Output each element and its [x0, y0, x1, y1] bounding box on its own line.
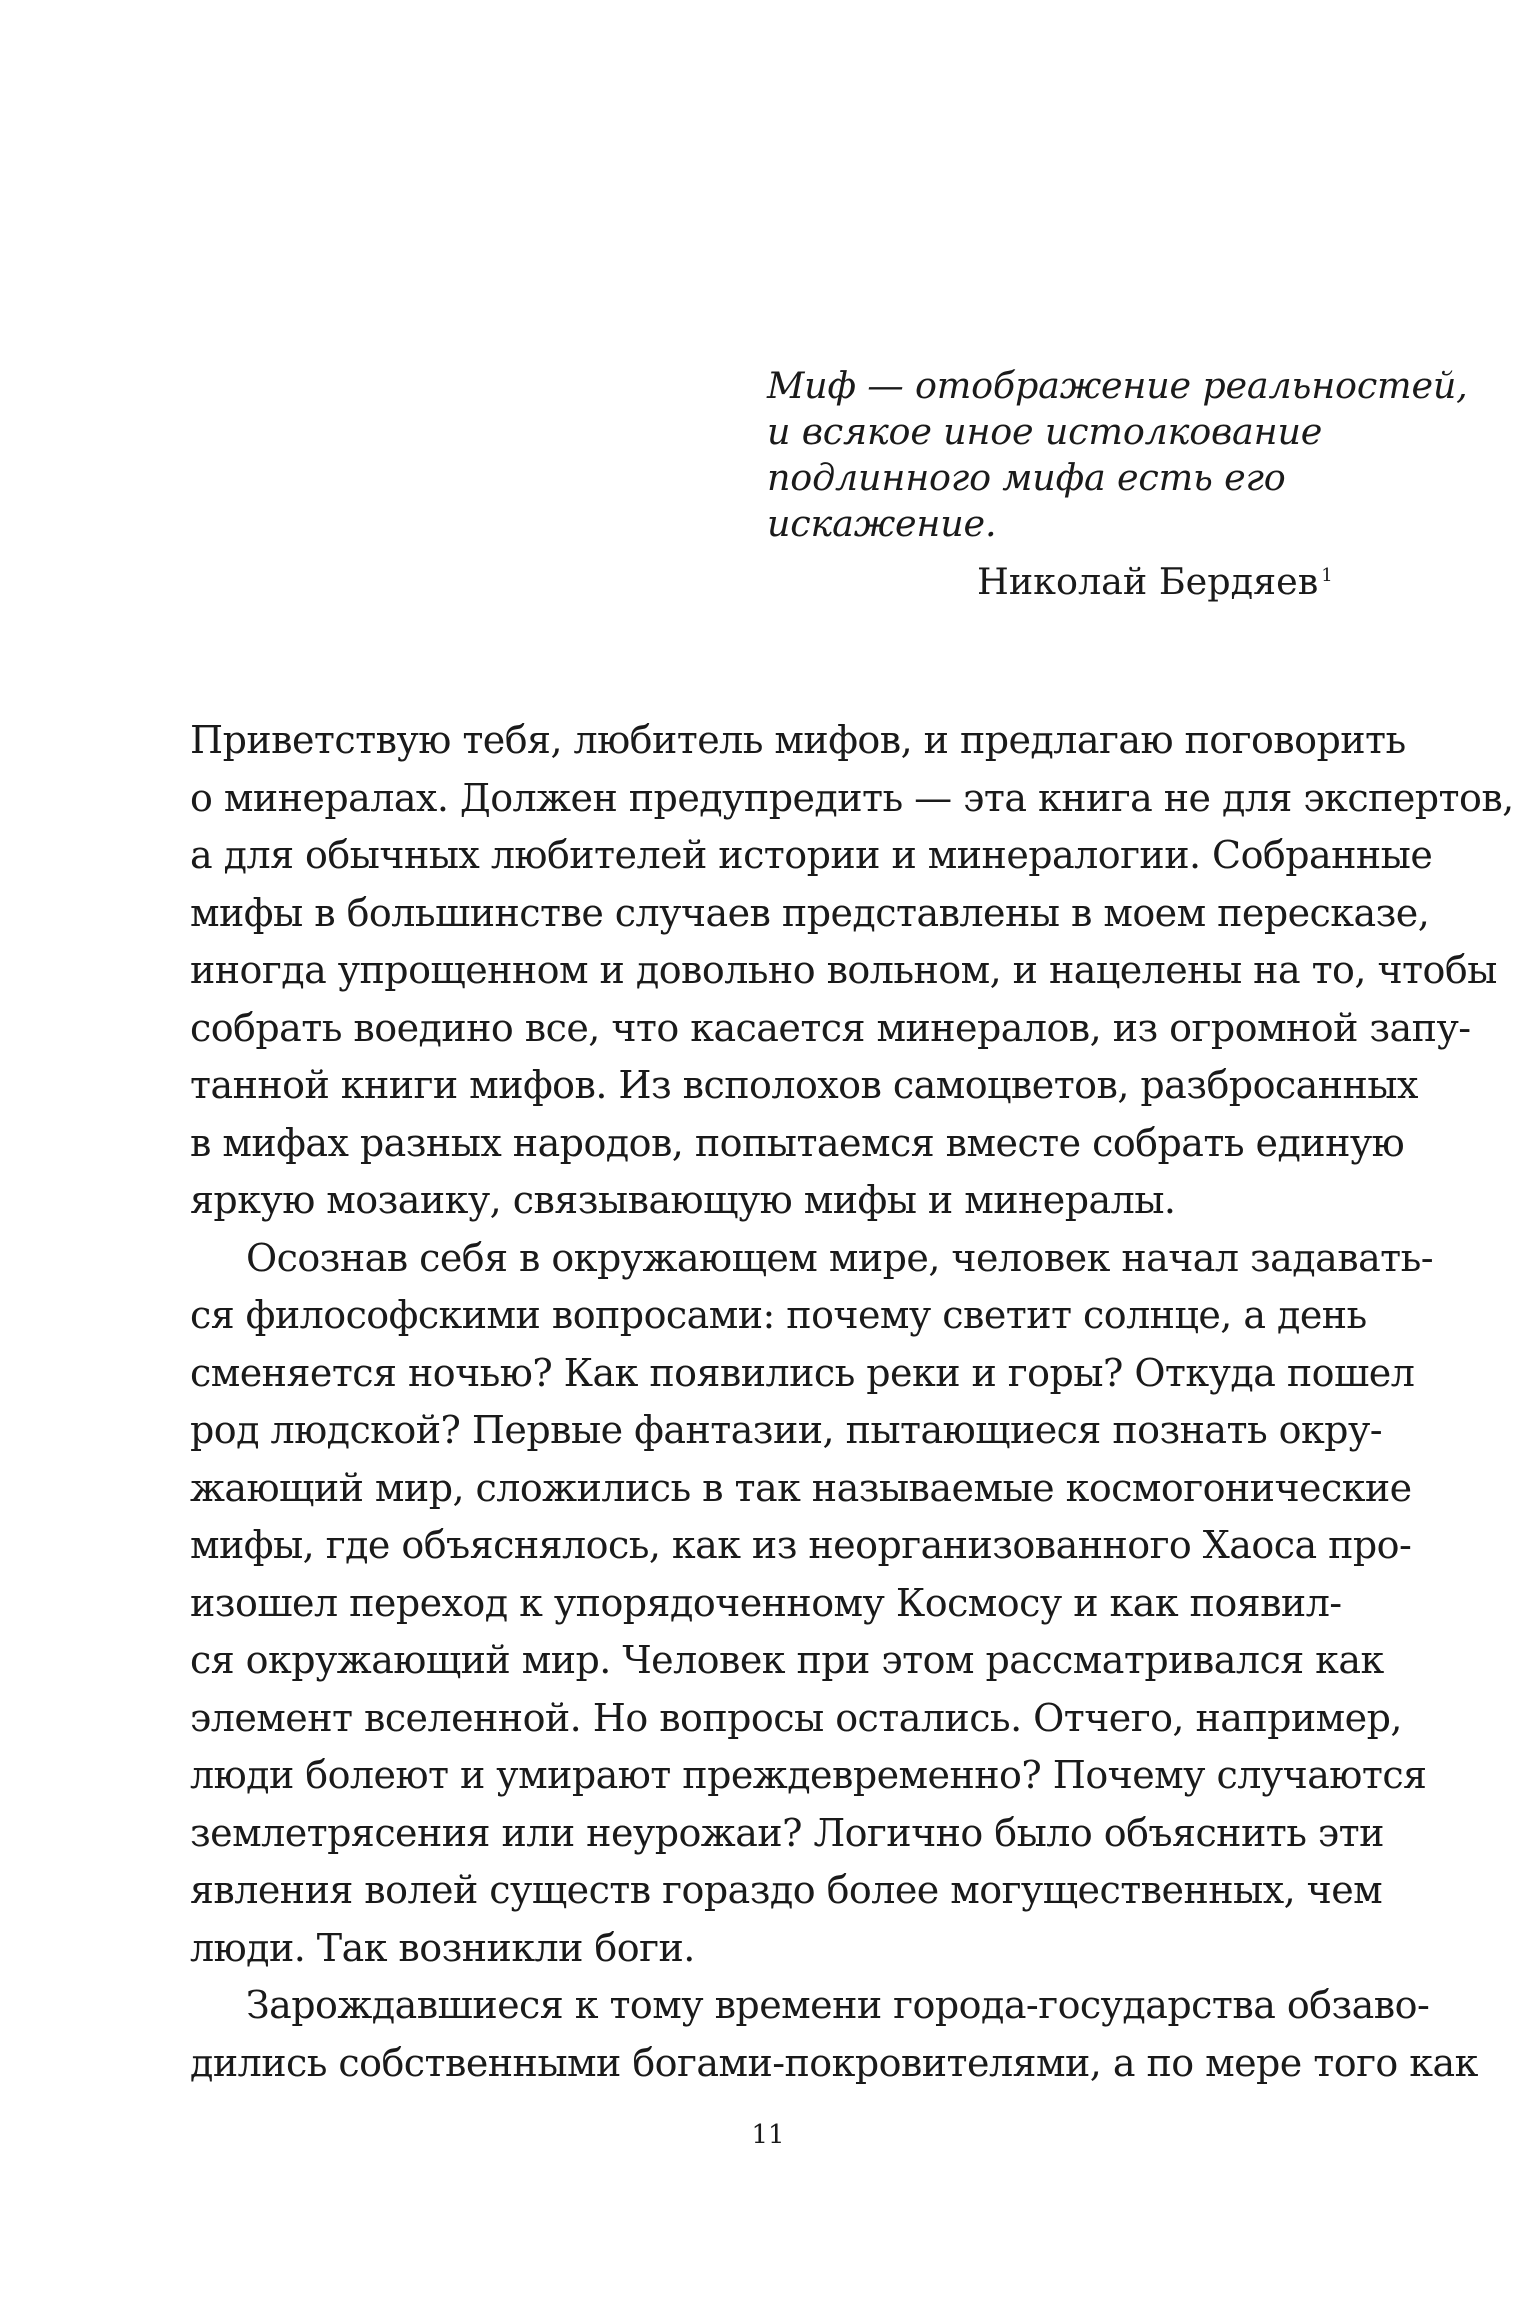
text-line: люди. Так возникли боги. — [190, 1925, 695, 1970]
text-line: Приветствую тебя, любитель мифов, и предлагаю поговорить — [190, 718, 1406, 762]
text-line: явления волей существ гораздо более могущественных, чем — [190, 1868, 1383, 1912]
text-line: о минералах. Должен предупредить — эта книга не для экспертов, — [190, 775, 1514, 820]
text-line: дились собственными богами-покровителями, а по мере того как — [190, 2040, 1478, 2085]
text-line: танной книги мифов. Из всполохов самоцветов, разбросанных — [190, 1063, 1418, 1107]
text-line: Зарождавшиеся к тому времени города-государства обзаво- — [246, 1983, 1430, 2027]
body-text — [190, 712, 1514, 2092]
text-line: собрать воедино все, что касается минералов, из огромной запу- — [190, 1005, 1471, 1050]
epigraph-line: искажение. — [767, 502, 997, 545]
text-line: землетрясения или неурожаи? Логично было объяснить эти — [190, 1810, 1384, 1855]
epigraph-author — [977, 559, 1333, 605]
text-line: яркую мозаику, связывающую мифы и минералы. — [190, 1178, 1176, 1222]
text-line: Осознав себя в окружающем мире, человек начал задавать- — [246, 1235, 1434, 1280]
text-line: мифы, где объяснялось, как из неорганизованного Хаоса про- — [190, 1523, 1412, 1567]
epigraph-line: Миф — отображение реальностей, — [767, 364, 1468, 407]
footnote-marker[interactable]: 1 — [1321, 564, 1333, 586]
page-number: 11 — [751, 2120, 785, 2150]
text-line: сменяется ночью? Как появились реки и горы? Откуда пошел — [190, 1350, 1415, 1395]
epigraph-line: подлинного мифа есть его — [767, 456, 1286, 499]
text-line: изошел переход к упорядоченному Космосу и как появил- — [190, 1580, 1342, 1625]
text-line: ся окружающий мир. Человек при этом рассматривался как — [190, 1638, 1384, 1682]
text-line: мифы в большинстве случаев представлены в моем пересказе, — [190, 890, 1430, 935]
epigraph-author-name: Николай Бердяев — [977, 560, 1319, 603]
text-line: элемент вселенной. Но вопросы остались. Отчего, например, — [190, 1695, 1402, 1740]
text-line: род людской? Первые фантазии, пытающиеся познать окру- — [190, 1408, 1383, 1452]
text-line: в мифах разных народов, попытаемся вместе собрать единую — [190, 1120, 1405, 1165]
text-line: жающий мир, сложились в так называемые космогонические — [190, 1465, 1412, 1510]
epigraph-line: и всякое иное истолкование — [767, 410, 1323, 453]
epigraph — [767, 363, 1468, 547]
text-line: ся философскими вопросами: почему светит солнце, а день — [190, 1293, 1367, 1337]
text-line: а для обычных любителей истории и минералогии. Собранные — [190, 833, 1433, 877]
text-line: люди болеют и умирают преждевременно? Почему случаются — [190, 1753, 1427, 1797]
text-line: иногда упрощенном и довольно вольном, и нацелены на то, чтобы — [190, 948, 1497, 992]
